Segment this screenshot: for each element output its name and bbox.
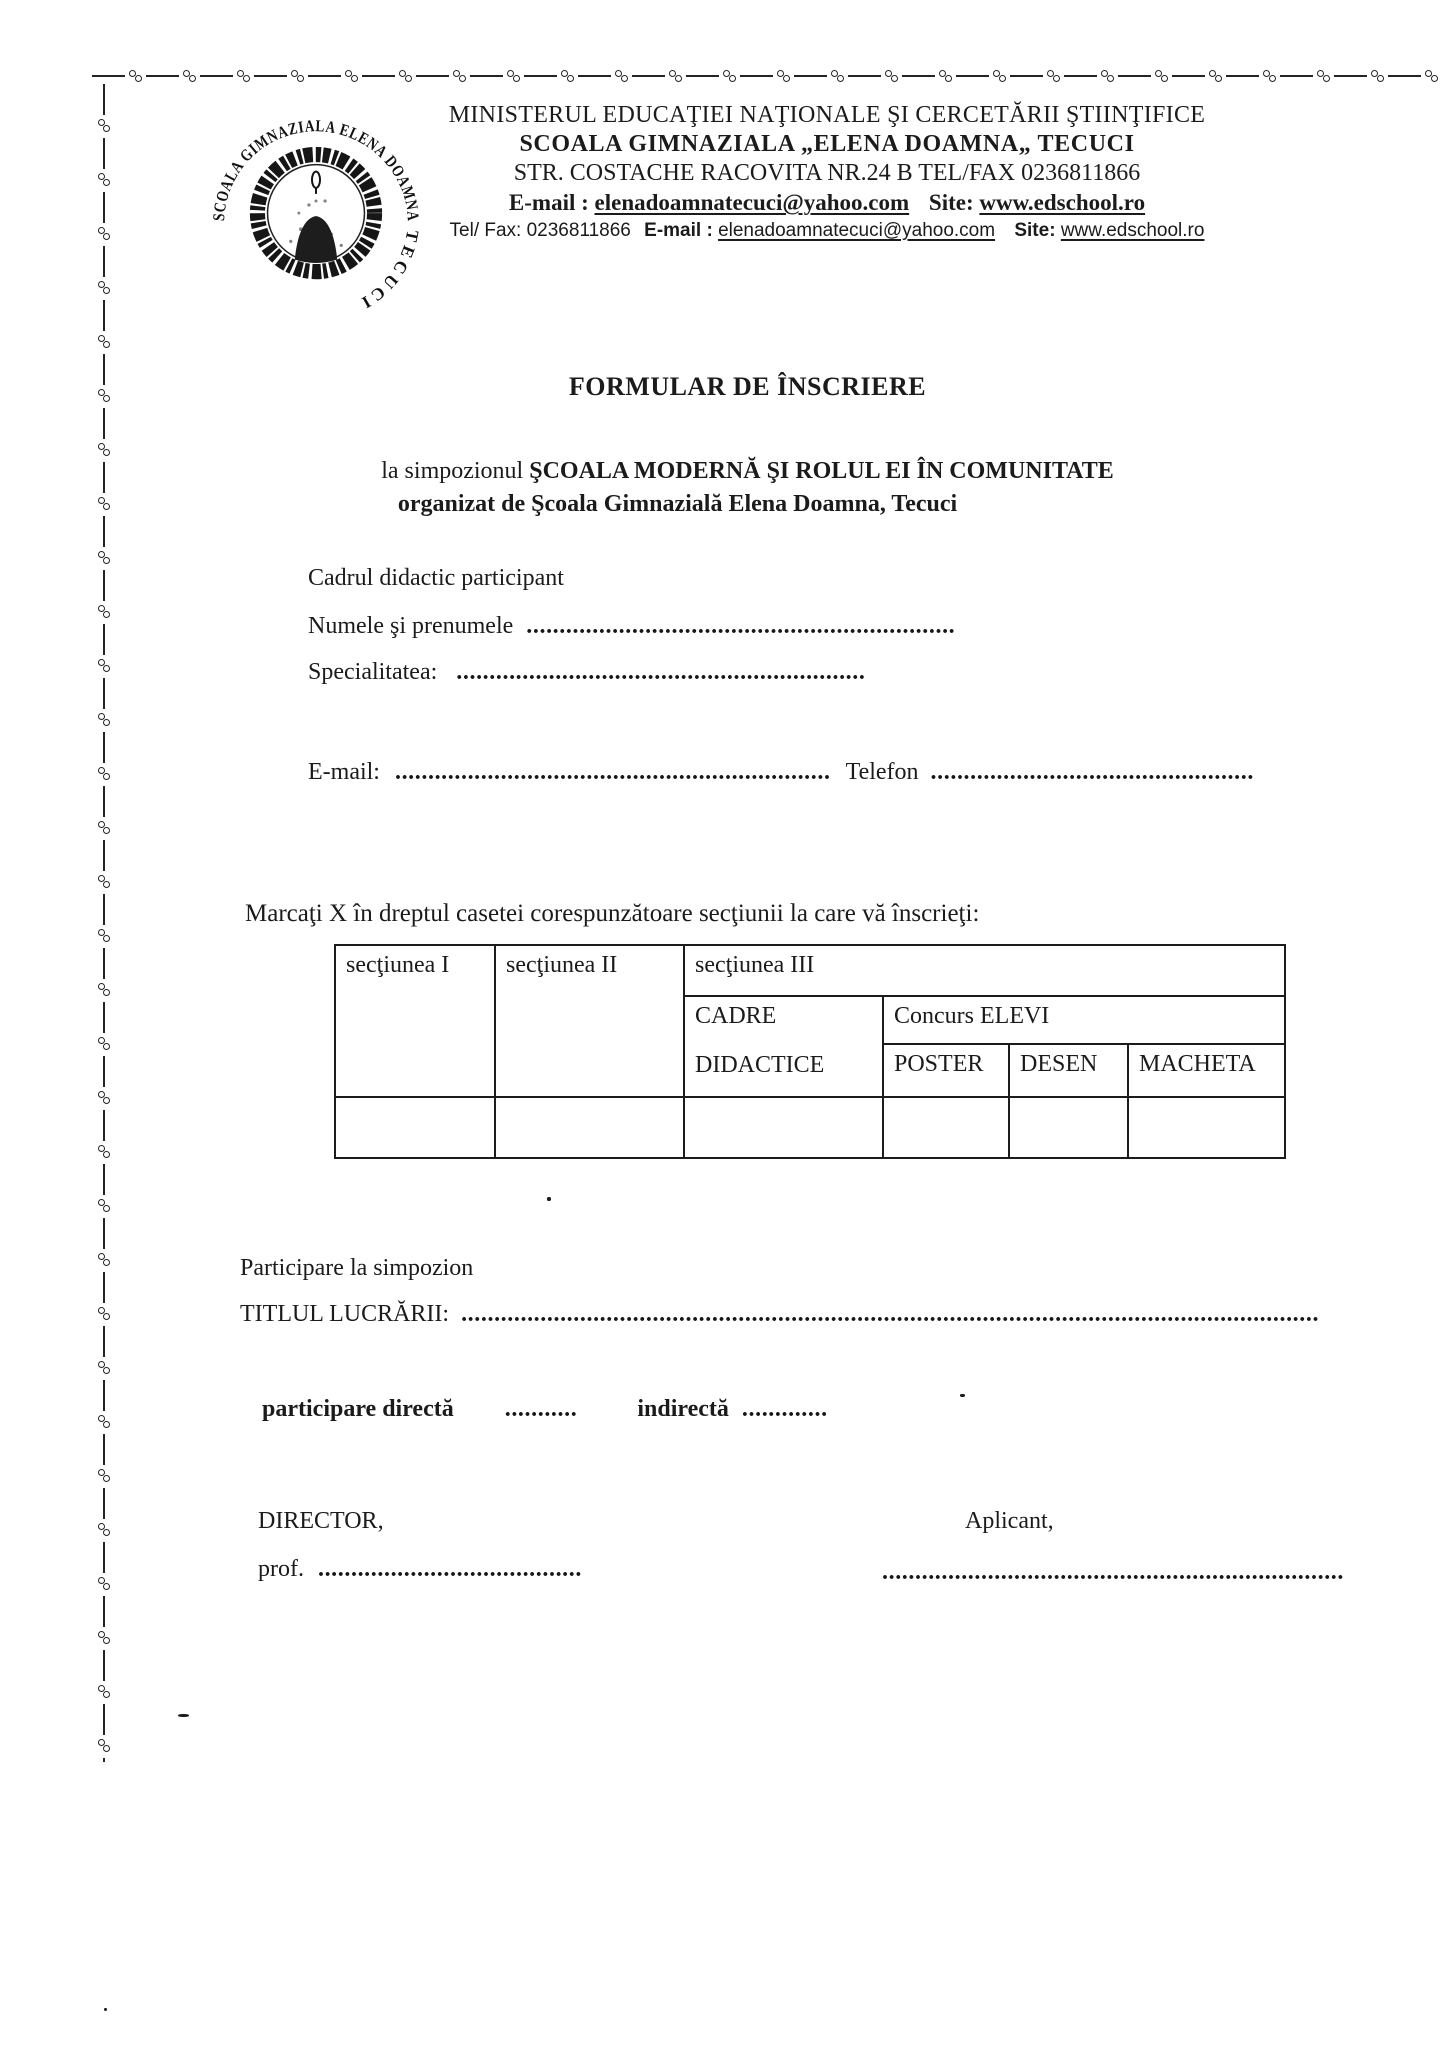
chain-ornament <box>470 66 524 86</box>
cell-macheta: MACHETA <box>1128 1044 1285 1097</box>
symposium-subtitle <box>240 455 1255 521</box>
site-label-small: Site: <box>1014 220 1056 241</box>
chain-ornament <box>740 66 794 86</box>
cell-section2: secţiunea II <box>495 945 684 1097</box>
chain-ornament <box>94 894 114 948</box>
chain-ornament <box>94 1056 114 1110</box>
chain-ornament <box>94 1110 114 1164</box>
chain-ornament <box>94 570 114 624</box>
chain-ornament <box>1010 66 1064 86</box>
chain-ornament <box>94 138 114 192</box>
checkbox-cell-section1 <box>335 1097 495 1158</box>
director-label: DIRECTOR, <box>258 1508 384 1534</box>
email-address-small: elenadoamnatecuci@yahoo.com <box>718 220 996 241</box>
chain-ornament <box>94 1704 114 1758</box>
chain-ornament <box>94 408 114 462</box>
applicant-label: Aplicant, <box>965 1508 1054 1534</box>
tel-fax-text: Tel/ Fax: 0236811866 <box>449 220 631 241</box>
indirect-fill-line: ............. <box>741 1396 828 1422</box>
applicant-signature-fill-line: ...................................................................... <box>882 1559 1344 1585</box>
scan-speck <box>960 1394 965 1397</box>
chain-ornament <box>94 246 114 300</box>
cadre-line1: CADRE <box>695 1003 777 1029</box>
prof-fill-line: ........................................ <box>317 1556 582 1582</box>
cell-section1: secţiunea I <box>335 945 495 1097</box>
scan-speck <box>547 1197 551 1201</box>
specialty-fill-line: .............................................................. <box>456 659 866 685</box>
chain-ornament <box>848 66 902 86</box>
chain-ornament <box>1226 66 1280 86</box>
site-label: Site: <box>928 190 974 215</box>
chain-ornament <box>254 66 308 86</box>
chain-ornament <box>146 66 200 86</box>
contact-line-small <box>412 218 1242 244</box>
chain-ornament <box>1280 66 1334 86</box>
chain-ornament <box>1172 66 1226 86</box>
chain-ornament <box>94 300 114 354</box>
section-instruction: Marcaţi X în dreptul casetei corespunzătoare secţiunii la care vă înscrieţi: <box>245 900 980 927</box>
email-address: elenadoamnatecuci@yahoo.com <box>594 190 910 215</box>
chain-ornament <box>94 1218 114 1272</box>
chain-ornament <box>94 786 114 840</box>
phone-fill-line: ................................................. <box>930 759 1254 785</box>
chain-ornament <box>416 66 470 86</box>
participation-type-row <box>262 1396 828 1423</box>
checkbox-cell-desen <box>1009 1097 1128 1158</box>
chain-ornament <box>94 84 114 138</box>
chain-ornament <box>94 948 114 1002</box>
decorative-top-border <box>92 66 1441 86</box>
school-logo <box>208 100 424 312</box>
subtitle-line1 <box>240 455 1255 488</box>
chain-ornament <box>1118 66 1172 86</box>
cell-cadre-didactice <box>684 996 883 1097</box>
organizer-line: organizat de Şcoala Gimnazială Elena Doamna, Tecuci <box>397 491 958 517</box>
phone-field-label: Telefon <box>845 759 919 785</box>
scan-speck <box>178 1714 189 1717</box>
address-line: STR. COSTACHE RACOVITA NR.24 B TEL/FAX 0236811866 <box>513 160 1141 186</box>
cell-poster: POSTER <box>883 1044 1009 1097</box>
logo-arc-text: SCOALA GIMNAZIALA ELENA DOAMNA <box>209 116 424 225</box>
specialty-label: Specialitatea: <box>308 659 438 685</box>
letterhead <box>412 101 1242 244</box>
work-title-fill-line: .................................................................................................................................. <box>461 1301 1320 1327</box>
subtitle-prefix: la simpozionul <box>381 458 530 484</box>
chain-ornament <box>94 1002 114 1056</box>
site-url: www.edschool.ro <box>979 190 1146 215</box>
chain-ornament <box>94 678 114 732</box>
cadre-line2: DIDACTICE <box>695 1052 825 1078</box>
sections-table <box>334 944 1286 1159</box>
chain-ornament <box>686 66 740 86</box>
symposium-heading: Participare la simpozion <box>240 1255 474 1281</box>
cell-concurs-elevi: Concurs ELEVI <box>883 996 1285 1044</box>
specialty-field <box>308 659 865 686</box>
checkbox-cell-poster <box>883 1097 1009 1158</box>
chain-ornament <box>632 66 686 86</box>
chain-ornament <box>956 66 1010 86</box>
work-title-field <box>240 1301 1319 1328</box>
chain-ornament <box>94 1596 114 1650</box>
email-field-label: E-mail: <box>308 759 380 785</box>
chain-ornament <box>94 1272 114 1326</box>
chain-ornament <box>94 1758 114 1762</box>
chain-ornament <box>524 66 578 86</box>
email-label: E-mail : <box>508 190 589 215</box>
chain-ornament <box>94 624 114 678</box>
chain-ornament <box>578 66 632 86</box>
chain-ornament <box>94 1164 114 1218</box>
chain-ornament <box>362 66 416 86</box>
chain-ornament <box>94 1434 114 1488</box>
email-fill-line: .................................................................. <box>394 759 831 785</box>
decorative-left-border <box>94 84 114 1762</box>
prof-label: prof. <box>258 1556 304 1582</box>
chain-ornament <box>94 1650 114 1704</box>
name-fill-line: ................................................................. <box>526 613 956 639</box>
participant-heading: Cadrul didactic participant <box>308 565 564 591</box>
cell-desen: DESEN <box>1009 1044 1128 1097</box>
chain-ornament <box>94 192 114 246</box>
chain-ornament <box>92 66 146 86</box>
chain-ornament <box>1334 66 1388 86</box>
checkbox-cell-section2 <box>495 1097 684 1158</box>
scan-speck <box>104 2008 107 2011</box>
direct-fill-line: ........... <box>504 1396 578 1422</box>
work-title-label: TITLUL LUCRĂRII: <box>240 1301 450 1327</box>
logo-bottom-text: TECUCI <box>355 228 423 312</box>
indirect-participation-label: indirectă <box>637 1396 729 1422</box>
checkbox-cell-macheta <box>1128 1097 1285 1158</box>
chain-ornament <box>94 462 114 516</box>
school-name-line: SCOALA GIMNAZIALA „ELENA DOAMNA„ TECUCI <box>519 131 1135 157</box>
chain-ornament <box>1388 66 1441 86</box>
chain-ornament <box>308 66 362 86</box>
chain-ornament <box>1064 66 1118 86</box>
chain-ornament <box>94 1488 114 1542</box>
ministry-line: MINISTERUL EDUCAŢIEI NAŢIONALE ŞI CERCETĂRII ŞTIINŢIFICE <box>448 102 1206 128</box>
form-title: FORMULAR DE ÎNSCRIERE <box>568 372 927 401</box>
chain-ornament <box>94 1326 114 1380</box>
checkbox-cell-cadre <box>684 1097 883 1158</box>
chain-ornament <box>94 354 114 408</box>
chain-ornament <box>902 66 956 86</box>
chain-ornament <box>94 732 114 786</box>
director-signature-field <box>258 1556 582 1583</box>
chain-ornament <box>94 1542 114 1596</box>
name-field <box>308 613 955 640</box>
cell-section3: secţiunea III <box>684 945 1285 996</box>
chain-ornament <box>794 66 848 86</box>
chain-ornament <box>94 516 114 570</box>
chain-ornament <box>94 840 114 894</box>
name-label: Numele şi prenumele <box>308 613 514 639</box>
email-phone-field <box>308 759 1254 786</box>
email-label-small: E-mail : <box>644 220 713 241</box>
symposium-name: ŞCOALA MODERNĂ ŞI ROLUL EI ÎN COMUNITATE <box>529 458 1114 484</box>
direct-participation-label: participare directă <box>262 1396 454 1422</box>
site-url-small: www.edschool.ro <box>1060 220 1205 241</box>
chain-ornament <box>200 66 254 86</box>
chain-ornament <box>94 1380 114 1434</box>
contact-line <box>412 188 1242 217</box>
